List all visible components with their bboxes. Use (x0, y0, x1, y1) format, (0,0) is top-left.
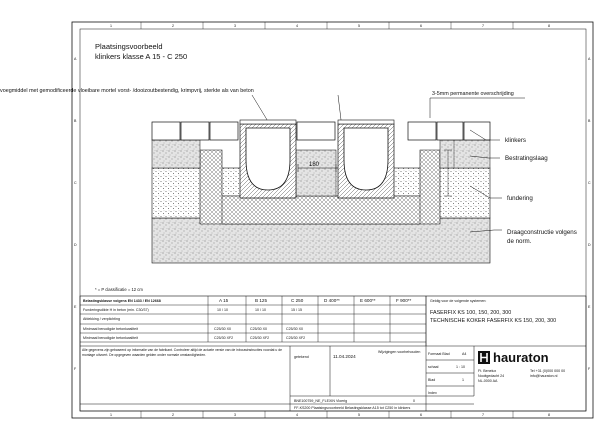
paving-stone (464, 122, 490, 140)
tb-sheet-value: 1 (462, 378, 464, 382)
frame-row-label: A (588, 57, 591, 61)
frame-row-label: C (74, 181, 77, 185)
frame-row-label: C (588, 181, 591, 185)
frame-col-label: 4 (296, 24, 298, 28)
subbase-layer (152, 218, 490, 263)
tb-revision-value: 0 (413, 399, 415, 403)
frame-row-label: F (74, 367, 77, 371)
tb-date-value: 11.04.2024 (333, 354, 356, 359)
tb-cell: C25/30 X0 (214, 327, 231, 331)
tb-contact-line1: Tel +31 (0)000 000 00 (530, 369, 566, 373)
dimension-180: 180 (309, 162, 320, 168)
drawing-title: Plaatsingsvoorbeeld (95, 42, 163, 51)
frame-col-label: 2 (172, 413, 174, 417)
label-fundering: fundering (507, 195, 533, 202)
frame-col-label: 7 (482, 413, 484, 417)
tb-drawing-no: BNE100759_NE_FLEXIN Vloerig (294, 399, 348, 403)
tb-cell: 10 / 10 (255, 308, 266, 312)
paving-stone (181, 122, 209, 140)
tb-class: C 250 (291, 298, 304, 303)
title-block (80, 296, 586, 411)
paving-stone (210, 122, 238, 140)
tb-address-line3: NL-0000 AA (478, 379, 498, 383)
label-klinkers: klinkers (505, 137, 526, 144)
paving-stone (152, 122, 180, 140)
tb-date-label: getekend (294, 355, 309, 359)
tb-product-line2: TECHNISCHE KOKER FASERFIX KS 150, 200, 300 (430, 318, 557, 324)
frame-col-label: 5 (358, 24, 360, 28)
drain-channel-left (240, 120, 296, 198)
tb-row-header: Afdekking / verplichting (83, 317, 120, 321)
tb-row-header: Minimaal benodigde betonkwaliteit (83, 327, 138, 331)
tb-address-line2: Nooitgedacht 24 (478, 374, 505, 378)
frame-col-label: 1 (110, 413, 112, 417)
frame-col-label: 8 (548, 413, 550, 417)
paving-stone (297, 122, 335, 140)
frame-col-label: 5 (358, 413, 360, 417)
tb-cell: C25/30 X0 (250, 327, 267, 331)
concrete-bed (222, 196, 420, 224)
paving-stones (152, 122, 490, 140)
tb-cell: 15 / 15 (291, 308, 302, 312)
tb-cell: C25/30 XF2 (214, 336, 234, 340)
frame-col-label: 2 (172, 24, 174, 28)
frame-row-label: F (588, 367, 591, 371)
frame-row-label: A (74, 57, 77, 61)
tb-class: D 400** (324, 298, 340, 303)
mortar-note: voegmiddel met gemodificeerde vloeibare mortel vorst- /dooizoutbestendig, krimpvrij, sterkte als van beton (0, 88, 254, 94)
hauraton-logo-icon (478, 351, 490, 364)
cross-section (152, 120, 490, 263)
tb-description: FF-KS200 Plaatsingsvoorbeeld Belastingsklasse A15 tot C250 in klinkers (294, 406, 411, 410)
offset-leader (430, 98, 525, 118)
bedding-left (152, 140, 200, 168)
tb-product-line1: FASERFIX KS 100, 150, 200, 300 (430, 310, 512, 316)
tb-sheet-label: Blad (428, 378, 436, 382)
tb-contact-line2: info@hauraton.nl (530, 374, 558, 378)
tb-scale-value: 1 : 10 (456, 365, 465, 369)
tb-cell: 10 / 10 (217, 308, 228, 312)
drawing-subtitle: klinkers klasse A 15 - C 250 (95, 52, 188, 61)
frame-col-label: 7 (482, 24, 484, 28)
frame-col-label: 6 (420, 413, 422, 417)
offset-note: 3-5mm permanente overschrijding (432, 91, 514, 97)
tb-cell: C25/30 XF2 (286, 336, 306, 340)
frame-row-label: E (74, 305, 77, 309)
tb-class: F 900** (396, 298, 412, 303)
footnote: * = P classificatie = 12 cm (95, 287, 143, 292)
frame-row-label: B (588, 119, 591, 123)
frame-col-label: 6 (420, 24, 422, 28)
frame-row-label: B (74, 119, 77, 123)
label-bestrating: Bestratingslaag (505, 155, 548, 162)
frame-col-label: 4 (296, 413, 298, 417)
tb-format-value: A4 (462, 352, 467, 356)
label-draag-line1: Draagconstructie volgens (507, 229, 577, 236)
bedding-right (440, 140, 490, 168)
frame-row-label: E (588, 305, 591, 309)
frame-row-label: D (74, 243, 77, 247)
frame-row-label: D (588, 243, 591, 247)
tb-class: B 125 (255, 298, 268, 303)
tb-disclaimer: Alle gegevens zijn gebaseerd op informatie van de fabrikant. Controleer altijd de actuele versie van de inbouwinstructies voordat u de montage uitvoert. De opgegeven waarden gelden onder normale omstandigheden. (82, 348, 282, 357)
drain-channel-right (338, 120, 394, 198)
frame-col-label: 8 (548, 24, 550, 28)
tb-cell: C25/30 XF2 (250, 336, 270, 340)
tb-class: E 600** (360, 298, 376, 303)
tb-address-line1: Ft. Benelux (478, 369, 497, 373)
tb-row-header: Funderingsdikte H in beton (min. C30/37) (83, 308, 149, 312)
tb-row-header: Minimaal benodigde betonkwaliteit (83, 336, 138, 340)
paving-stone (437, 122, 463, 140)
tb-row-header: Belastingsklasse volgens EN 1433 / EN 12668 (83, 299, 161, 303)
tb-remarks-label: Wijzigingen voorbehouden (378, 350, 421, 354)
tb-class: A 15 (219, 298, 229, 303)
paving-stone (408, 122, 436, 140)
frame-col-label: 3 (234, 24, 236, 28)
tb-product-header: Geldig voor de volgende systemen: (430, 299, 487, 303)
tb-scale-label: schaal (428, 365, 439, 369)
tb-cell: C25/30 X0 (286, 327, 303, 331)
label-draag-line2: de norm. (507, 238, 532, 245)
tb-format-label: Formaat Blad (428, 352, 450, 356)
bedding-middle (296, 150, 336, 196)
frame-col-label: 3 (234, 413, 236, 417)
tb-company: hauraton (493, 350, 549, 365)
tb-revision-label: Index (428, 391, 437, 395)
frame-col-label: 1 (110, 24, 112, 28)
